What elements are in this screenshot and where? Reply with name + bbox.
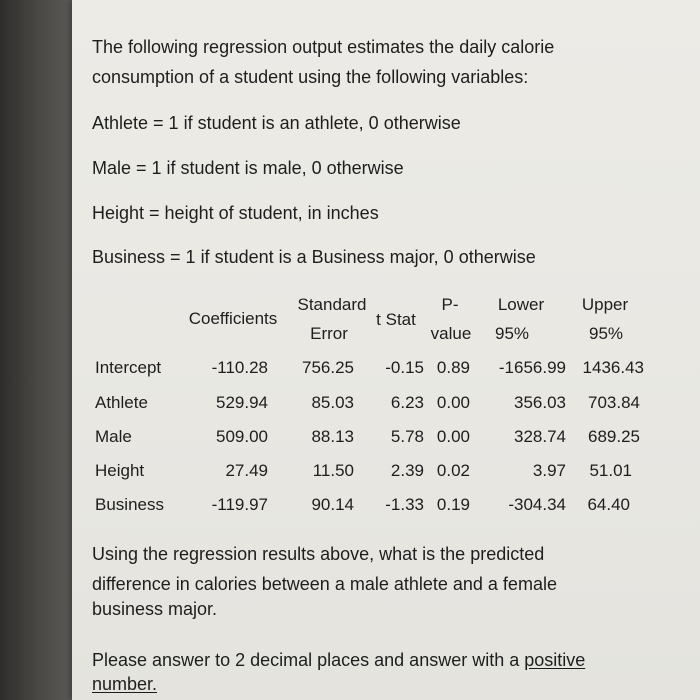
cell-se: 85.03: [311, 393, 354, 412]
header-lower: Lower: [497, 295, 545, 314]
cell-t: -1.33: [385, 495, 424, 514]
cell-p: 0.00: [436, 393, 470, 412]
header-coefficients: Coefficients: [188, 309, 278, 328]
row-label-athlete: Athlete: [95, 393, 148, 412]
cell-p: 0.00: [436, 427, 470, 446]
cell-p: 0.19: [436, 495, 470, 514]
intro-line-1: The following regression output estimates the daily calorie: [92, 37, 555, 57]
cell-upper: 64.40: [587, 495, 630, 514]
row-label-business: Business: [95, 495, 164, 514]
cell-coef: -119.97: [211, 495, 268, 514]
cell-upper: 1436.43: [582, 358, 644, 377]
cell-upper: 689.25: [588, 427, 640, 446]
definition-height: Height = height of student, in inches: [92, 203, 379, 223]
header-value: value: [430, 324, 472, 343]
instruction-line-2: number.: [92, 674, 158, 694]
cell-lower: 328.74: [514, 427, 566, 446]
header-p: P-: [441, 295, 459, 314]
cell-upper: 51.01: [589, 461, 632, 480]
question-line-2: difference in calories between a male athlete and a female: [92, 574, 557, 594]
cell-coef: -110.28: [211, 358, 268, 377]
header-t-stat: t Stat: [376, 310, 416, 329]
cell-t: 5.78: [390, 427, 424, 446]
cell-se: 88.13: [311, 427, 354, 446]
instruction-positive: positive: [524, 650, 586, 670]
cell-coef: 509.00: [216, 427, 268, 446]
cell-coef: 27.49: [225, 461, 268, 480]
row-label-male: Male: [95, 427, 132, 446]
row-label-intercept: Intercept: [95, 358, 162, 377]
definition-male: Male = 1 if student is male, 0 otherwise: [92, 158, 404, 178]
cell-se: 756.25: [302, 358, 354, 377]
instruction-line-1: [92, 648, 585, 673]
header-upper-95: 95%: [588, 324, 624, 343]
cell-t: -0.15: [385, 358, 424, 377]
header-standard: Standard: [297, 295, 367, 314]
cell-p: 0.89: [436, 358, 470, 377]
question-line-3: business major.: [92, 599, 218, 619]
cell-upper: 703.84: [588, 393, 640, 412]
header-lower-95: 95%: [494, 324, 530, 343]
question-paper: [72, 0, 700, 700]
cell-se: 11.50: [312, 461, 354, 480]
cell-lower: 356.03: [514, 393, 566, 412]
cell-p: 0.02: [436, 461, 470, 480]
definition-business: Business = 1 if student is a Business major, 0 otherwise: [92, 247, 536, 267]
intro-line-2: consumption of a student using the following variables:: [92, 67, 529, 87]
cell-lower: -1656.99: [498, 358, 566, 377]
cell-coef: 529.94: [216, 393, 268, 412]
header-error: Error: [310, 324, 348, 343]
cell-lower: 3.97: [532, 461, 566, 480]
cell-t: 6.23: [390, 393, 424, 412]
cell-t: 2.39: [390, 461, 424, 480]
cell-se: 90.14: [311, 495, 354, 514]
cell-lower: -304.34: [508, 495, 566, 514]
definition-athlete: Athlete = 1 if student is an athlete, 0 otherwise: [92, 113, 461, 133]
instruction-prefix: Please answer to 2 decimal places and answer with a: [92, 650, 525, 670]
header-upper: Upper: [581, 295, 629, 314]
row-label-height: Height: [95, 461, 145, 480]
question-line-1: Using the regression results above, what is the predicted: [92, 544, 545, 564]
